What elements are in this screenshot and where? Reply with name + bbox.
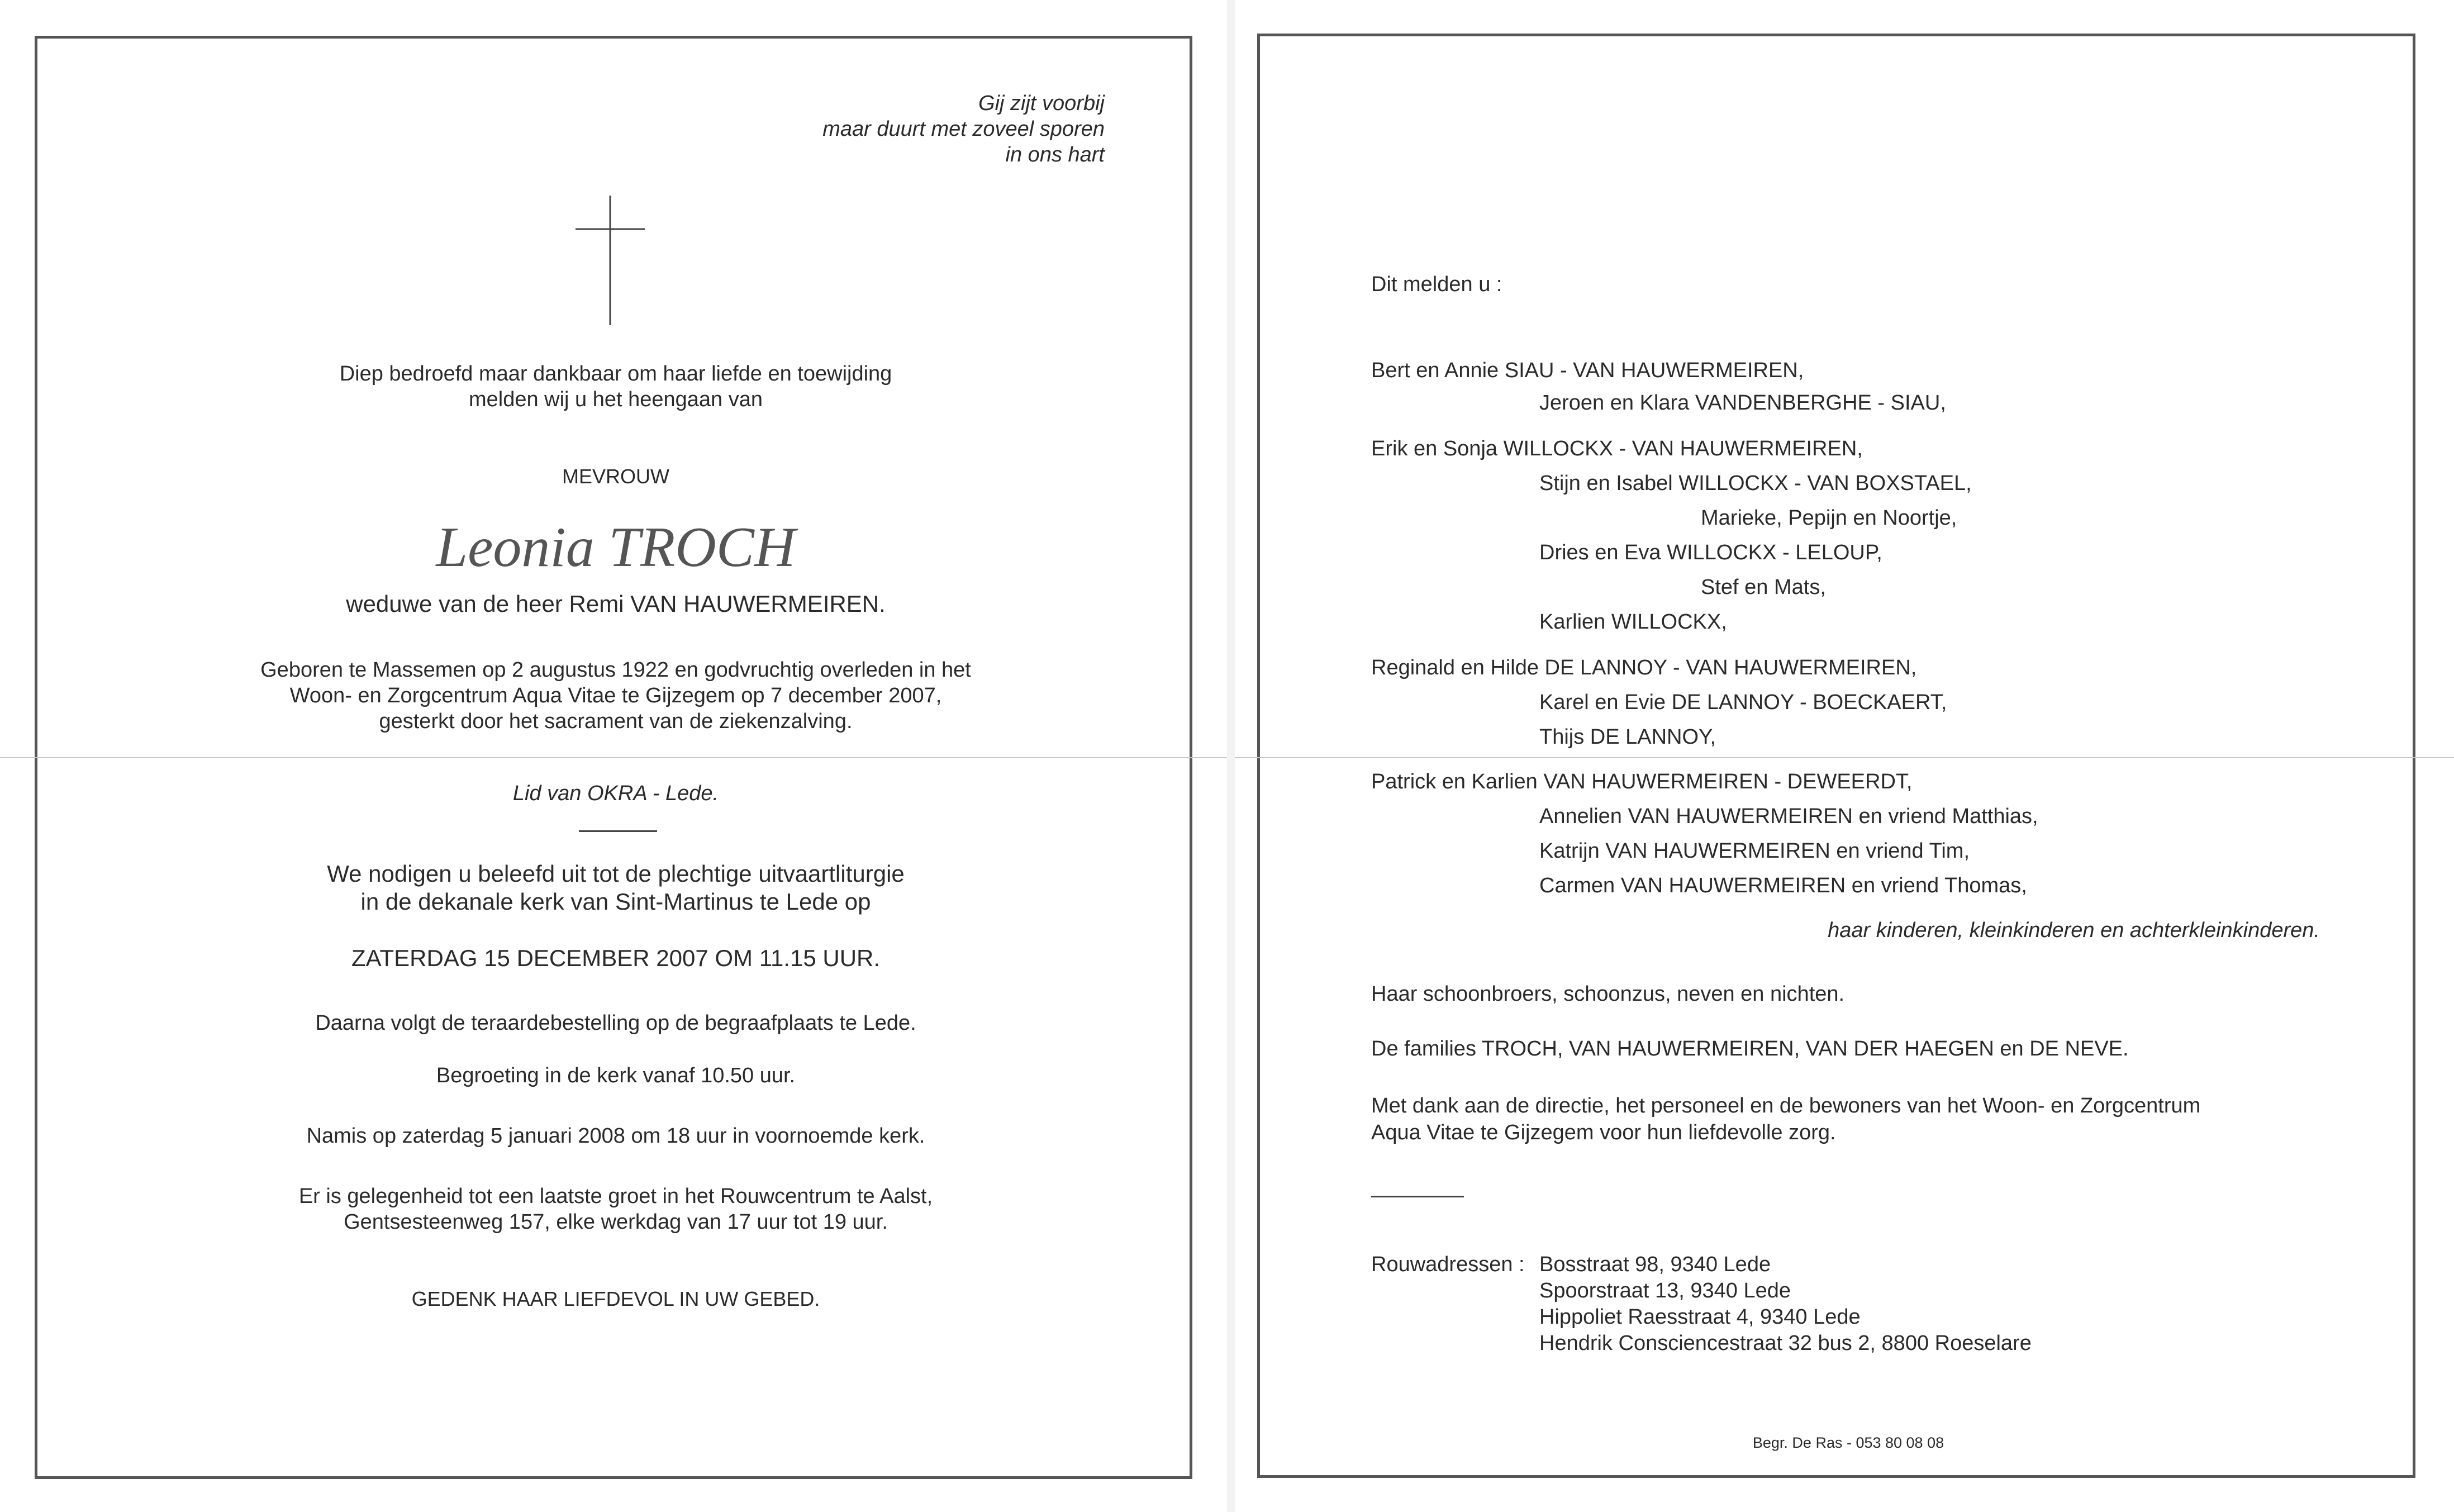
family-line: Thijs DE LANNOY, <box>1539 725 1716 749</box>
burial-line: Daarna volgt de teraardebestelling op de begraafplaats te Lede. <box>315 1011 916 1035</box>
family-line: Katrijn VAN HAUWERMEIREN en vriend Tim, <box>1539 839 1970 863</box>
address-line: Bosstraat 98, 9340 Lede <box>1539 1253 1771 1276</box>
family-line: Stijn en Isabel WILLOCKX - VAN BOXSTAEL, <box>1539 472 1972 495</box>
thanks-line: Met dank aan de directie, het personeel en de bewoners van het Woon- en Zorgcentrum <box>1371 1094 2201 1118</box>
separator-line <box>1371 1196 1464 1197</box>
family-line: Stef en Mats, <box>1701 576 1826 599</box>
separator-line <box>579 830 657 832</box>
cross-icon <box>576 196 645 325</box>
intro-line: Diep bedroefd maar dankbaar om haar liefde en toewijding <box>339 362 892 386</box>
families-line: De families TROCH, VAN HAUWERMEIREN, VAN DER HAEGEN en DE NEVE. <box>1371 1037 2129 1061</box>
intro-line: melden wij u het heengaan van <box>468 388 763 411</box>
family-line: Annelien VAN HAUWERMEIREN en vriend Matthias, <box>1539 805 2038 828</box>
family-line: Patrick en Karlien VAN HAUWERMEIREN - DEWEERDT, <box>1371 770 1913 793</box>
address-line: Hippoliet Raesstraat 4, 9340 Lede <box>1539 1305 1861 1329</box>
poem-line: in ons hart <box>1005 143 1105 167</box>
undertaker-line: Begr. De Ras - 053 80 08 08 <box>1752 1434 1944 1451</box>
family-line: Karlien WILLOCKX, <box>1539 610 1727 634</box>
funeral-date: ZATERDAG 15 DECEMBER 2007 OM 11.15 UUR. <box>351 945 881 971</box>
family-line: Bert en Annie SIAU - VAN HAUWERMEIREN, <box>1371 359 1804 382</box>
widow-line: weduwe van de heer Remi VAN HAUWERMEIREN. <box>346 591 886 617</box>
farewell-line: Gentsesteenweg 157, elke werkdag van 17 uur tot 19 uur. <box>344 1210 888 1234</box>
family-line: Reginald en Hilde DE LANNOY - VAN HAUWERMEIREN, <box>1371 656 1917 679</box>
greeting-line: Begroeting in de kerk vanaf 10.50 uur. <box>436 1064 796 1087</box>
fold-line <box>1235 757 2454 758</box>
namis-line: Namis op zaterdag 5 januari 2008 om 18 uur in voornoemde kerk. <box>306 1124 925 1148</box>
fold-line <box>0 757 1227 758</box>
farewell-line: Er is gelegenheid tot een laatste groet in het Rouwcentrum te Aalst, <box>298 1185 933 1208</box>
deceased-name: Leonia TROCH <box>436 516 796 579</box>
birth-line: Woon- en Zorgcentrum Aqua Vitae te Gijzegem op 7 december 2007, <box>289 684 942 707</box>
family-line: Karel en Evie DE LANNOY - BOECKAERT, <box>1539 691 1947 714</box>
membership-line: Lid van OKRA - Lede. <box>512 782 719 805</box>
address-line: Hendrik Consciencestraat 32 bus 2, 8800 Roeselare <box>1539 1332 2032 1355</box>
invite-line: in de dekanale kerk van Sint-Martinus te Lede op <box>360 888 871 915</box>
inlaws-line: Haar schoonbroers, schoonzus, neven en nichten. <box>1371 982 1845 1006</box>
thanks-line: Aqua Vitae te Gijzegem voor hun liefdevolle zorg. <box>1371 1121 1836 1144</box>
title-mevrouw: MEVROUW <box>562 465 669 488</box>
poem-line: maar duurt met zoveel sporen <box>822 117 1105 141</box>
birth-line: gesterkt door het sacrament van de ziekenzalving. <box>379 710 853 733</box>
closing-line: GEDENK HAAR LIEFDEVOL IN UW GEBED. <box>411 1287 820 1310</box>
announcement-heading: Dit melden u : <box>1371 273 1502 296</box>
sheet-gap <box>1227 0 1235 1512</box>
birth-line: Geboren te Massemen op 2 augustus 1922 en godvruchtig overleden in het <box>260 658 971 682</box>
address-label: Rouwadressen : <box>1371 1253 1525 1276</box>
invite-line: We nodigen u beleefd uit tot de plechtige uitvaartliturgie <box>327 860 905 887</box>
family-line: Jeroen en Klara VANDENBERGHE - SIAU, <box>1539 391 1946 415</box>
poem-line: Gij zijt voorbij <box>978 92 1105 115</box>
family-line: Dries en Eva WILLOCKX - LELOUP, <box>1539 541 1882 564</box>
family-line: Erik en Sonja WILLOCKX - VAN HAUWERMEIREN, <box>1371 437 1863 460</box>
family-line: Carmen VAN HAUWERMEIREN en vriend Thomas, <box>1539 874 2027 897</box>
family-line: Marieke, Pepijn en Noortje, <box>1701 506 1957 530</box>
right-page <box>1235 0 2454 1512</box>
children-line: haar kinderen, kleinkinderen en achterkleinkinderen. <box>1828 919 2320 942</box>
address-line: Spoorstraat 13, 9340 Lede <box>1539 1279 1791 1302</box>
